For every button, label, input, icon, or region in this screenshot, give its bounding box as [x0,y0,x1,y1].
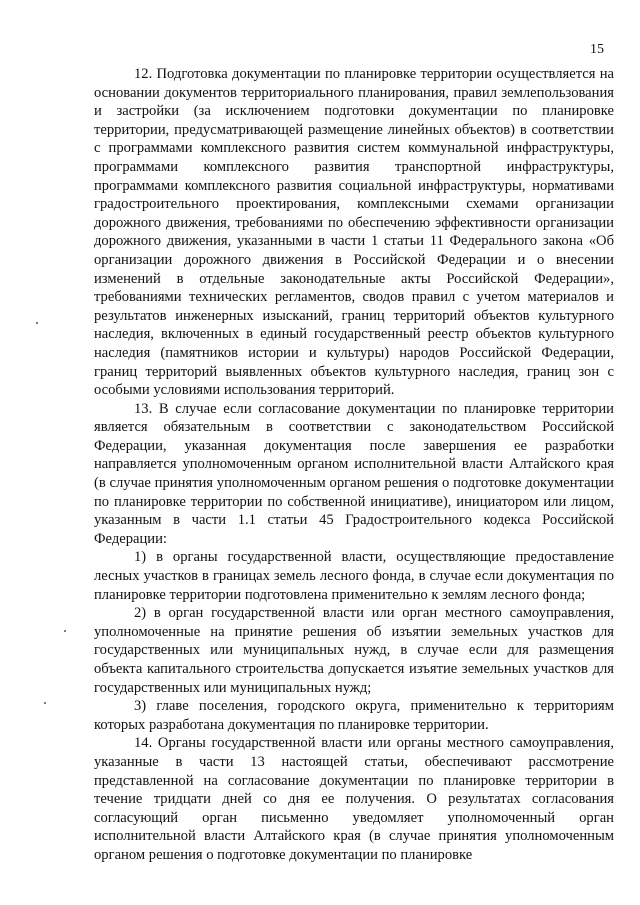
paragraph-13-item-2: 2) в орган государственной власти или орган местного самоуправления, уполномоченные на принятие решения об изъятии земельных участков для государственных или муниципальных нужд, в случае если для размещения объекта капитального строительства допускается изъятие земельных участков для государственных или муниципальных нужд; [94,605,614,696]
paragraph-14: 14. Органы государственной власти или органы местного самоуправления, указанные в части 13 настоящей статьи, обеспечивают рассмотрение представленной на согласование документации по планировке территории в течение тридцати дней со дня ее получения. О результатах согласования согласующий орган письменно уведомляет уполномоченный орган исполнительной власти Алтайского края (в случае принятия уполномоченным органом решения о подготовке документации по планировке [94,735,614,863]
scan-speck [44,702,46,704]
page-number: 15 [590,42,604,57]
paragraph-13: 13. В случае если согласование документации по планировке территории является обязательным в соответствии с законодательством Российской Федерации, указанная документация после завершения ее разработки направляется уполномоченным органом исполнительной власти Алтайского края (в случае принятия уполномоченным органом решения о подготовке документации по планировке территории по собственной инициативе), инициатором или лицом, указанным в части 1.1 статьи 45 Градостроительного кодекса Российской Федерации: [94,400,614,547]
paragraph-12: 12. Подготовка документации по планировке территории осуществляется на основании документов территориального планирования, правил землепользования и застройки (за исключением подготовки документации по планировке территории, предусматривающей размещение линейных объектов) в соответствии с программами комплексного развития систем коммунальной инфраструктуры, программами комплексного развития транспортной инфраструктуры, программами комплексного развития социальной инфраструктуры, нормативами градостроительного проектирования, комплексными схемами организации дорожного движения, требованиями по обеспечению эффективности организации дорожного движения, указанными в части 1 статьи 11 Федерального закона «Об организации дорожного движения в Российской Федерации и о внесении изменений в отдельные законодательные акты Российской Федерации», требованиями технических регламентов, сводов правил с учетом материалов и результатов инженерных изысканий, границ территорий объектов культурного наследия, включенных в единый государственный реестр объектов культурного наследия (памятников истории и культуры) народов Российской Федерации, границ территорий выявленных объектов культурного наследия, границ зон с особыми условиями использования территорий. [94,66,614,399]
paragraph-13-item-1: 1) в органы государственной власти, осуществляющие предоставление лесных участков в границах земель лесного фонда, в случае если документация по планировке территории подготовлена применительно к землям лесного фонда; [94,549,614,603]
scan-speck [64,630,66,632]
scan-speck [36,322,38,324]
document-body [94,65,614,865]
paragraph-13-item-3: 3) главе поселения, городского округа, применительно к территориям которых разработана документация по планировке территории. [94,698,614,733]
